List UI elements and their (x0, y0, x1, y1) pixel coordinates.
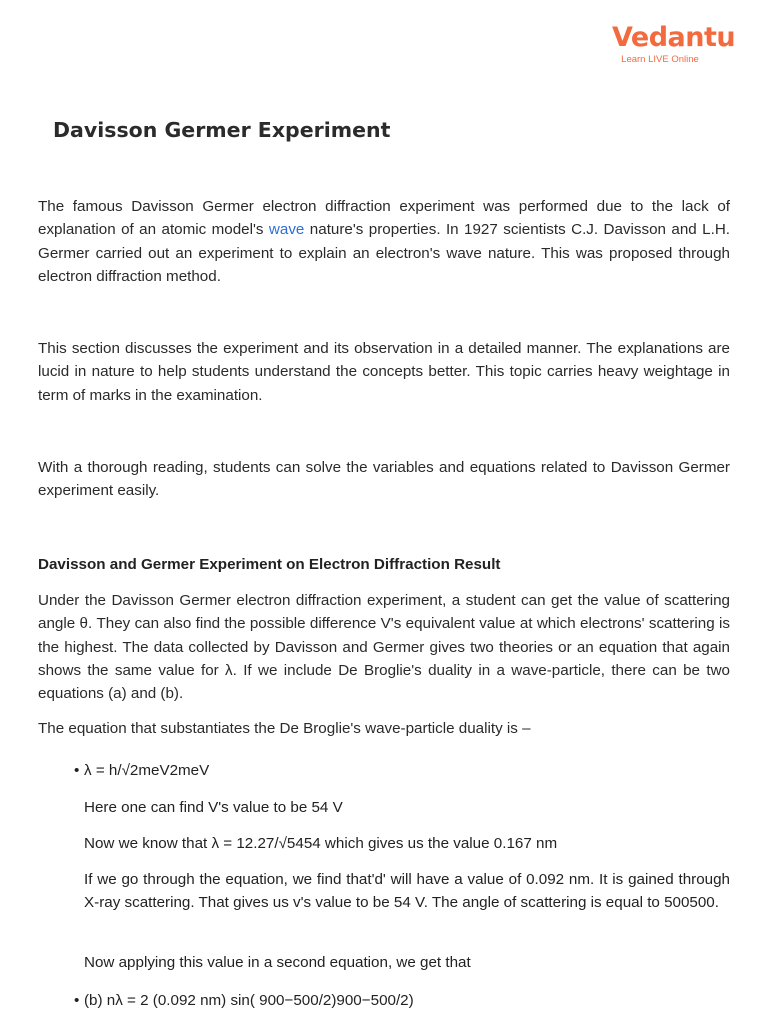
reading-paragraph: With a thorough reading, students can solve the variables and equations related to Davisson Germer experiment easily. (38, 459, 730, 500)
equation-intro-paragraph: The equation that substantiates the De Broglie's wave-particle duality is – (38, 720, 531, 737)
lambda-value-line: Now we know that λ = 12.27/√5454 which gives us the value 0.167 nm (84, 835, 558, 852)
intro-text-start: The famous Davisson Germer electron diffraction experiment was performed due to the lack of explanation of an atomic model's (38, 198, 730, 239)
bullet-dot: • (74, 992, 80, 1009)
vedantu-logo (612, 22, 736, 66)
equation-bullet-b (74, 989, 414, 1012)
wave-link[interactable]: wave (268, 221, 305, 239)
v-value-line: Here one can find V's value to be 54 V (84, 799, 343, 816)
result-paragraph: Under the Davisson Germer electron diffraction experiment, a student can get the value of scattering angle θ. They can also find the possible difference V's equivalent value at which electrons' scattering is the highest. The data collected by Davisson and Germer gives two theories or an equation that again shows the same value for λ. If we include De Broglie's duality in a wave-particle, there can be two equations (a) and (b). (38, 592, 730, 703)
equation-a-text: λ = h/√2meV2meV (84, 762, 210, 779)
intro-text-end: nature's properties. In 1927 scientists C.J. Davisson and L.H. Germer carried out an experiment to explain an electron's wave nature. This was proposed through electron diffraction method. (38, 221, 731, 285)
logo-wordmark: Vedantu (612, 22, 736, 53)
second-equation-line: Now applying this value in a second equation, we get that (84, 954, 471, 971)
logo-tagline: Learn LIVE Online (621, 54, 699, 65)
section-heading: Davisson and Germer Experiment on Electron Diffraction Result (38, 556, 501, 573)
equation-bullet-a (74, 759, 209, 782)
bullet-dot: • (74, 762, 80, 779)
intro-paragraph (38, 195, 730, 288)
scattering-paragraph: If we go through the equation, we find that'd' will have a value of 0.092 nm. It is gained through X-ray scattering. That gives us v's value to be 54 V. The angle of scattering is equal to 500500. (84, 871, 730, 912)
equation-b-text: (b) nλ = 2 (0.092 nm) sin( 900−500/2)900−500/2) (84, 992, 414, 1009)
section-overview-paragraph: This section discusses the experiment and its observation in a detailed manner. The explanations are lucid in nature to help students understand the concepts better. This topic carries heavy weightage in term of marks in the examination. (38, 340, 730, 404)
page-title: Davisson Germer Experiment (53, 118, 391, 142)
